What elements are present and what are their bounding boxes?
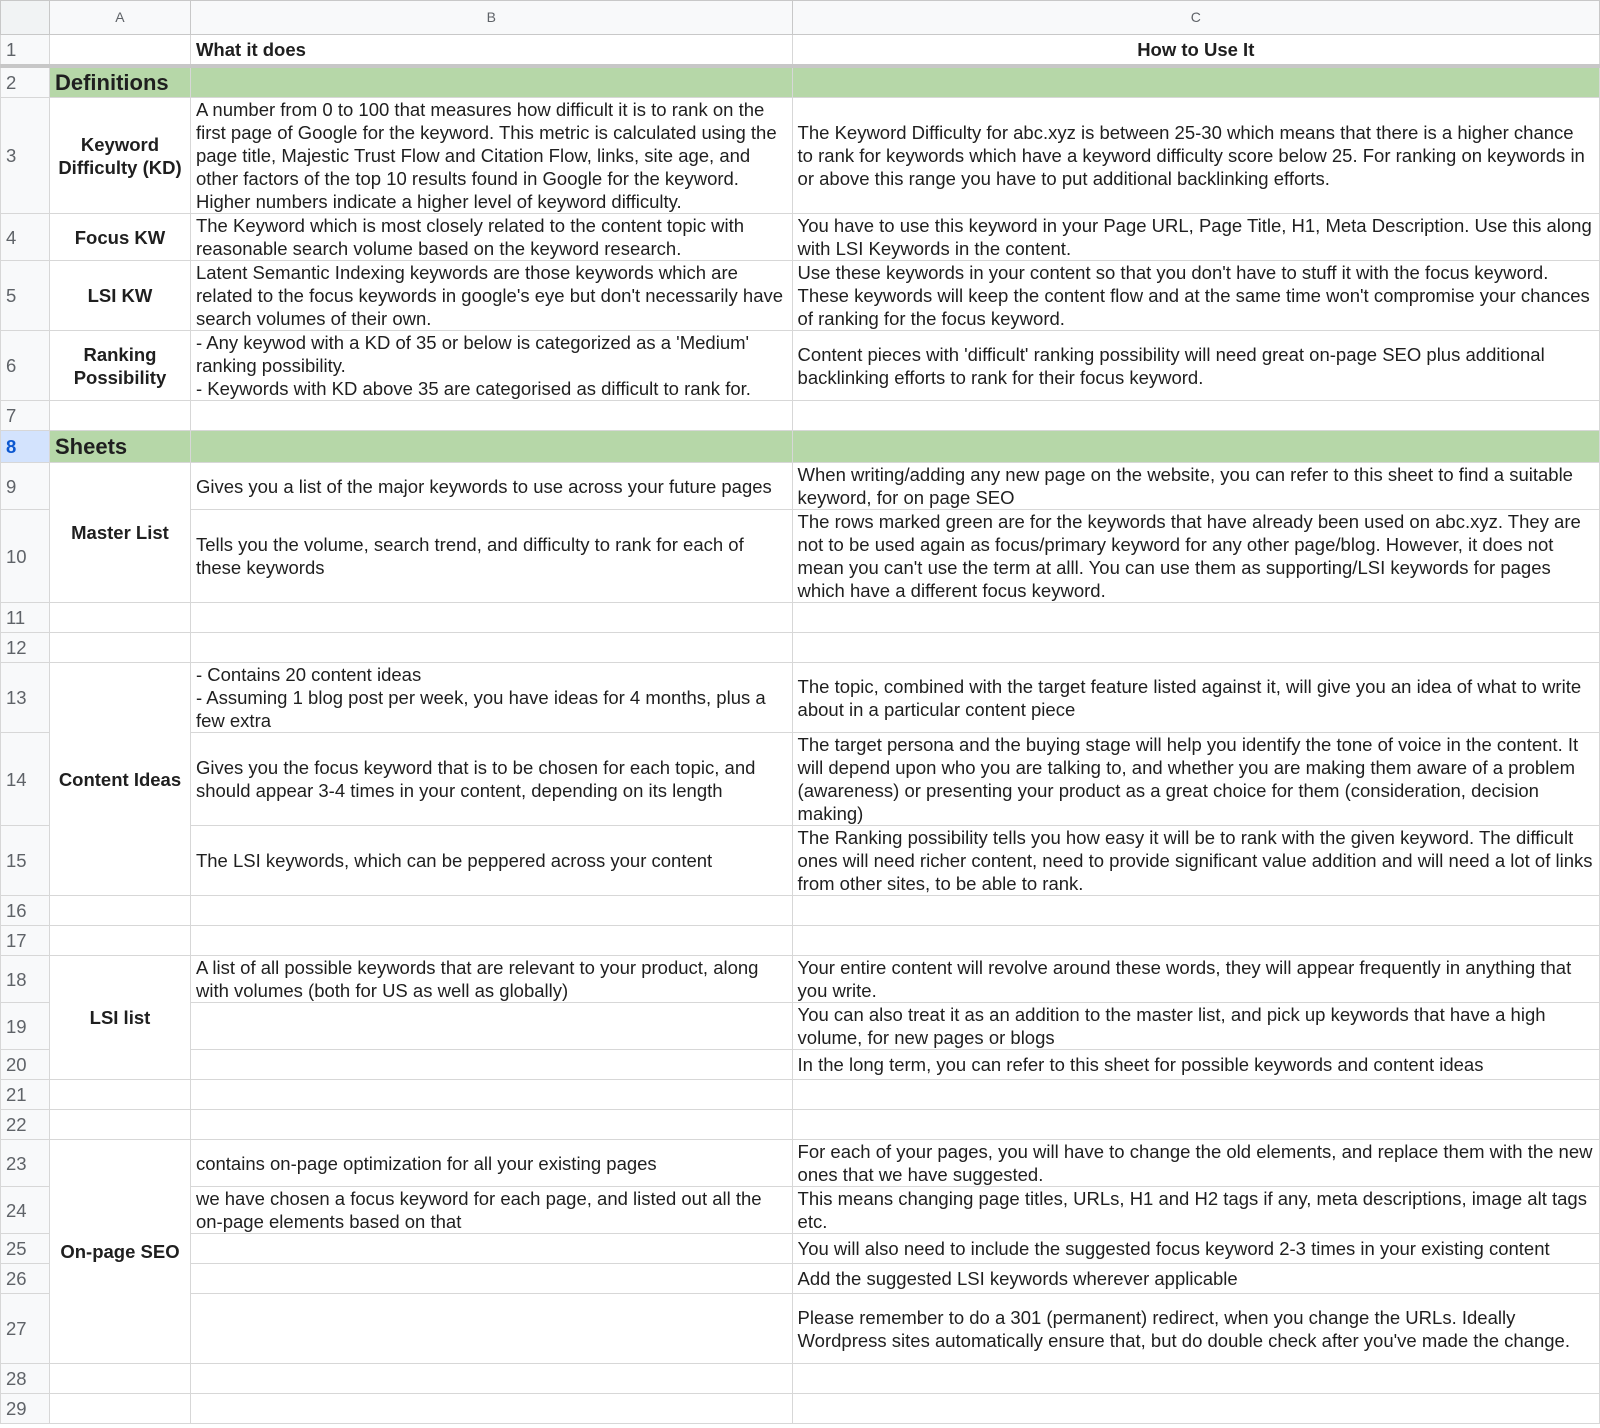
cell-line: - Any keywod with a KD of 35 or below is categorized as a 'Medium' ranking possibility. — [195, 332, 750, 376]
column-header-b[interactable]: B — [190, 1, 792, 35]
row-header[interactable]: 2 — [1, 66, 50, 98]
table-row — [1, 261, 1600, 331]
term-cell[interactable]: Focus KW — [49, 214, 190, 261]
cell[interactable] — [49, 1364, 190, 1394]
cell-line: - Assuming 1 blog post per week, you have ideas for 4 months, plus a few extra — [195, 687, 766, 731]
table-row — [1, 956, 1600, 1003]
cell[interactable] — [190, 401, 792, 431]
row-header[interactable]: 1 — [1, 35, 50, 66]
row-header[interactable]: 10 — [1, 510, 50, 603]
what-it-does-cell[interactable]: Tells you the volume, search trend, and difficulty to rank for each of these keywords — [190, 510, 792, 603]
row-header[interactable]: 17 — [1, 926, 50, 956]
row-header-selected[interactable]: 8 — [1, 431, 50, 463]
cell[interactable] — [190, 1080, 792, 1110]
how-to-use-cell[interactable]: For each of your pages, you will have to change the old elements, and replace them with the new ones that we have suggested. — [792, 1140, 1599, 1187]
cell[interactable] — [49, 1394, 190, 1424]
row-header[interactable]: 11 — [1, 603, 50, 633]
table-row — [1, 1394, 1600, 1424]
cell[interactable] — [49, 633, 190, 663]
cell[interactable] — [190, 1110, 792, 1140]
header-how-to-use-it[interactable]: How to Use It — [792, 35, 1599, 66]
row-header[interactable]: 15 — [1, 826, 50, 896]
cell[interactable] — [49, 1110, 190, 1140]
table-row — [1, 510, 1600, 603]
row-header[interactable]: 3 — [1, 98, 50, 214]
what-it-does-cell[interactable]: Latent Semantic Indexing keywords are those keywords which are related to the focus keywords in google's eye but don't necessarily have search volumes of their own. — [190, 261, 792, 331]
cell[interactable] — [792, 603, 1599, 633]
how-to-use-cell[interactable]: The rows marked green are for the keywords that have already been used on abc.xyz. They are not to be used again as focus/primary keyword for any other page/blog. However, it does not mean you can't use the term at alll. You can use them as supporting/LSI keywords for pages which have a different focus keyword. — [792, 510, 1599, 603]
cell[interactable] — [190, 1264, 792, 1294]
table-row — [1, 1110, 1600, 1140]
cell[interactable] — [190, 1234, 792, 1264]
what-it-does-cell[interactable] — [190, 663, 792, 733]
how-to-use-cell[interactable]: The target persona and the buying stage will help you identify the tone of voice in the content. It will depend upon who you are talking to, and whether you are making them aware of a problem (awareness) or presenting your product as a great choice for them (consideration, decision making) — [792, 733, 1599, 826]
table-row — [1, 1364, 1600, 1394]
cell[interactable] — [49, 35, 190, 66]
how-to-use-cell[interactable]: You can also treat it as an addition to the master list, and pick up keywords that have a high volume, for new pages or blogs — [792, 1003, 1599, 1050]
cell[interactable] — [190, 1394, 792, 1424]
column-header-a[interactable]: A — [49, 1, 190, 35]
section-title-definitions[interactable]: Definitions — [49, 66, 190, 98]
table-row — [1, 1080, 1600, 1110]
cell[interactable] — [792, 401, 1599, 431]
table-row — [1, 331, 1600, 401]
cell[interactable] — [49, 401, 190, 431]
how-to-use-cell[interactable]: You have to use this keyword in your Page URL, Page Title, H1, Meta Description. Use this along with LSI Keywords in the content. — [792, 214, 1599, 261]
row-header[interactable]: 20 — [1, 1050, 50, 1080]
cell[interactable] — [792, 896, 1599, 926]
row-header[interactable]: 22 — [1, 1110, 50, 1140]
cell[interactable] — [49, 926, 190, 956]
table-row — [1, 1140, 1600, 1187]
cell[interactable] — [190, 926, 792, 956]
row-header[interactable]: 14 — [1, 733, 50, 826]
row-header[interactable]: 4 — [1, 214, 50, 261]
term-cell[interactable]: Ranking Possibility — [49, 331, 190, 401]
row-header[interactable]: 25 — [1, 1234, 50, 1264]
cell[interactable] — [792, 926, 1599, 956]
table-row — [1, 98, 1600, 214]
table-row — [1, 733, 1600, 826]
what-it-does-cell[interactable]: Gives you the focus keyword that is to be chosen for each topic, and should appear 3-4 times in your content, depending on its length — [190, 733, 792, 826]
cell[interactable] — [49, 1080, 190, 1110]
row-header[interactable]: 18 — [1, 956, 50, 1003]
table-row — [1, 1187, 1600, 1234]
row-header[interactable]: 21 — [1, 1080, 50, 1110]
table-row — [1, 663, 1600, 733]
what-it-does-cell[interactable]: A number from 0 to 100 that measures how difficult it is to rank on the first page of Google for the keyword. This metric is calculated using the page title, Majestic Trust Flow and Citation Flow, links, site age, and other factors of the top 10 results found in Google for the keyword. Higher numbers indicate a higher level of keyword difficulty. — [190, 98, 792, 214]
cell[interactable] — [190, 1003, 792, 1050]
row-header[interactable]: 9 — [1, 463, 50, 510]
table-row — [1, 633, 1600, 663]
how-to-use-cell[interactable]: You will also need to include the suggested focus keyword 2-3 times in your existing content — [792, 1234, 1599, 1264]
how-to-use-cell[interactable]: Please remember to do a 301 (permanent) redirect, when you change the URLs. Ideally Wordpress sites automatically ensure that, but do double check after you've made the change. — [792, 1294, 1599, 1364]
row-header[interactable]: 26 — [1, 1264, 50, 1294]
row-header[interactable]: 28 — [1, 1364, 50, 1394]
how-to-use-cell[interactable]: In the long term, you can refer to this sheet for possible keywords and content ideas — [792, 1050, 1599, 1080]
row-header[interactable]: 16 — [1, 896, 50, 926]
row-header[interactable]: 23 — [1, 1140, 50, 1187]
how-to-use-cell[interactable]: The Keyword Difficulty for abc.xyz is between 25-30 which means that there is a higher chance to rank for keywords which have a keyword difficulty score below 25. For ranking on keywords in or above this range you have to put additional backlinking efforts. — [792, 98, 1599, 214]
how-to-use-cell[interactable]: The Ranking possibility tells you how easy it will be to rank with the given keyword. The difficult ones will need richer content, need to provide significant value addition and will need a lot of links from other sites, to be able to rank. — [792, 826, 1599, 896]
table-row — [1, 1294, 1600, 1364]
table-row — [1, 1264, 1600, 1294]
table-row — [1, 66, 1600, 98]
row-header[interactable]: 13 — [1, 663, 50, 733]
what-it-does-cell[interactable]: The LSI keywords, which can be peppered across your content — [190, 826, 792, 896]
cell[interactable] — [190, 603, 792, 633]
header-what-it-does[interactable]: What it does — [190, 35, 792, 66]
table-row — [1, 35, 1600, 66]
table-row — [1, 214, 1600, 261]
row-header[interactable]: 6 — [1, 331, 50, 401]
term-cell[interactable]: LSI list — [49, 956, 190, 1080]
how-to-use-cell[interactable]: Use these keywords in your content so that you don't have to stuff it with the focus keyword. These keywords will keep the content flow and at the same time won't compromise your chances of ranking for the focus keyword. — [792, 261, 1599, 331]
cell[interactable] — [190, 1364, 792, 1394]
cell-line: - Contains 20 content ideas — [195, 664, 422, 685]
table-row — [1, 1003, 1600, 1050]
cell[interactable] — [792, 1080, 1599, 1110]
table-row — [1, 603, 1600, 633]
how-to-use-cell[interactable]: Your entire content will revolve around these words, they will appear frequently in anything that you write. — [792, 956, 1599, 1003]
term-cell[interactable]: Content Ideas — [49, 663, 190, 896]
term-cell[interactable]: Keyword Difficulty (KD) — [49, 98, 190, 214]
cell[interactable] — [49, 896, 190, 926]
how-to-use-cell[interactable]: Add the suggested LSI keywords wherever applicable — [792, 1264, 1599, 1294]
table-row — [1, 826, 1600, 896]
what-it-does-cell[interactable]: contains on-page optimization for all your existing pages — [190, 1140, 792, 1187]
what-it-does-cell[interactable]: A list of all possible keywords that are relevant to your product, along with volumes (both for US as well as globally) — [190, 956, 792, 1003]
cell[interactable] — [792, 66, 1599, 98]
row-header[interactable]: 24 — [1, 1187, 50, 1234]
column-header-c[interactable]: C — [792, 1, 1599, 35]
term-cell[interactable]: LSI KW — [49, 261, 190, 331]
row-header[interactable]: 7 — [1, 401, 50, 431]
term-cell[interactable]: Master List — [49, 463, 190, 603]
how-to-use-cell[interactable]: This means changing page titles, URLs, H1 and H2 tags if any, meta descriptions, image alt tags etc. — [792, 1187, 1599, 1234]
cell[interactable] — [190, 1050, 792, 1080]
how-to-use-cell[interactable]: Content pieces with 'difficult' ranking possibility will need great on-page SEO plus additional backlinking efforts to rank for their focus keyword. — [792, 331, 1599, 401]
section-title-sheets[interactable]: Sheets — [49, 431, 190, 463]
how-to-use-cell[interactable]: When writing/adding any new page on the website, you can refer to this sheet to find a suitable keyword, for on page SEO — [792, 463, 1599, 510]
cell[interactable] — [792, 1364, 1599, 1394]
row-header[interactable]: 12 — [1, 633, 50, 663]
cell[interactable] — [792, 431, 1599, 463]
table-row — [1, 463, 1600, 510]
cell[interactable] — [792, 633, 1599, 663]
row-header[interactable]: 19 — [1, 1003, 50, 1050]
row-header[interactable]: 29 — [1, 1394, 50, 1424]
what-it-does-cell[interactable] — [190, 331, 792, 401]
cell[interactable] — [190, 431, 792, 463]
table-row — [1, 1050, 1600, 1080]
table-row — [1, 926, 1600, 956]
table-row — [1, 1234, 1600, 1264]
select-all-corner[interactable] — [1, 1, 50, 35]
cell[interactable] — [190, 896, 792, 926]
cell[interactable] — [792, 1394, 1599, 1424]
table-row — [1, 431, 1600, 463]
cell[interactable] — [49, 603, 190, 633]
cell[interactable] — [190, 633, 792, 663]
how-to-use-cell[interactable]: The topic, combined with the target feature listed against it, will give you an idea of what to write about in a particular content piece — [792, 663, 1599, 733]
cell[interactable] — [190, 1294, 792, 1364]
table-row — [1, 896, 1600, 926]
cell[interactable] — [190, 66, 792, 98]
column-header-row — [1, 1, 1600, 35]
row-header[interactable]: 27 — [1, 1294, 50, 1364]
what-it-does-cell[interactable]: Gives you a list of the major keywords to use across your future pages — [190, 463, 792, 510]
row-header[interactable]: 5 — [1, 261, 50, 331]
cell[interactable] — [792, 1110, 1599, 1140]
cell-line: - Keywords with KD above 35 are categorised as difficult to rank for. — [195, 378, 751, 399]
table-row — [1, 401, 1600, 431]
what-it-does-cell[interactable]: The Keyword which is most closely related to the content topic with reasonable search volume based on the keyword research. — [190, 214, 792, 261]
term-cell[interactable]: On-page SEO — [49, 1140, 190, 1364]
what-it-does-cell[interactable]: we have chosen a focus keyword for each page, and listed out all the on-page elements based on that — [190, 1187, 792, 1234]
